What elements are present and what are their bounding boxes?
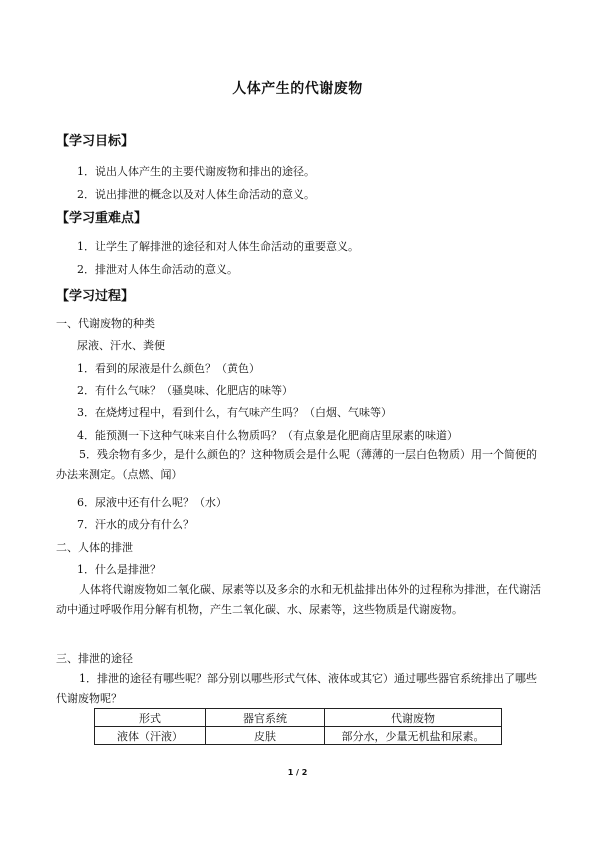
- part1-item: 6．尿液中还有什么呢？（水）: [77, 496, 227, 509]
- page-title: 人体产生的代谢废物: [232, 81, 363, 97]
- part1-item: 2．有什么气味？（骚臭味、化肥店的味等）: [77, 384, 293, 397]
- table-header-cell: 代谢废物: [325, 709, 502, 727]
- table-cell: 皮肤: [206, 727, 325, 745]
- page-number: 1 / 2: [287, 768, 308, 777]
- part1-item: 1．看到的尿液是什么颜色？（黄色）: [77, 362, 260, 375]
- section-heading-key-points: 【学习重难点】: [56, 211, 148, 226]
- goal-item: 1．说出人体产生的主要代谢废物和排出的途径。: [77, 165, 315, 178]
- part1-item: 4．能预测一下这种气味来自什么物质吗？（有点象是化肥商店里尿素的味道）: [77, 429, 458, 442]
- table-header-cell: 形式: [95, 709, 206, 727]
- section-heading-process: 【学习过程】: [56, 289, 135, 304]
- table-header-row: [95, 709, 502, 727]
- part2-question: 1．什么是排泄？: [77, 563, 161, 576]
- section-heading-goals: 【学习目标】: [56, 134, 135, 149]
- table-cell: 液体（汗液）: [95, 727, 206, 745]
- part1-subheading: 尿液、汗水、粪便: [77, 339, 165, 352]
- part3-heading: 三、排泄的途径: [56, 652, 133, 665]
- part1-heading: 一、代谢废物的种类: [56, 317, 155, 330]
- part1-item-5: 5．残余物有多少，是什么颜色的？这种物质会是什么呢（薄薄的一层白色物质）用一个简便的办法来测定。（点燃、闻）: [56, 448, 537, 481]
- part1-item: 3．在烧烤过程中，看到什么，有气味产生吗？（白烟、气味等）: [77, 406, 392, 419]
- part1-item: 7．汗水的成分有什么？: [77, 518, 194, 531]
- table-row: [95, 727, 502, 745]
- part2-paragraph: 人体将代谢废物如二氧化碳、尿素等以及多余的水和无机盐排出体外的过程称为排泄，在代谢活动中通过呼吸作用分解有机物，产生二氧化碳、水、尿素等，这些物质是代谢废物。: [56, 583, 541, 616]
- part2-heading: 二、人体的排泄: [56, 541, 133, 554]
- key-point-item: 1．让学生了解排泄的途径和对人体生命活动的重要意义。: [77, 240, 359, 253]
- excretion-table: [94, 708, 502, 745]
- key-point-item: 2．排泄对人体生命活动的意义。: [77, 263, 238, 276]
- table-cell: 部分水，少量无机盐和尿素。: [325, 727, 502, 745]
- table-header-cell: 器官系统: [206, 709, 325, 727]
- goal-item: 2．说出排泄的概念以及对人体生命活动的意义。: [77, 188, 315, 201]
- part3-question: 1．排泄的途径有哪些呢？部分别以哪些形式气体、液体或其它）通过哪些器官系统排出了哪些代谢废物呢？: [56, 672, 537, 705]
